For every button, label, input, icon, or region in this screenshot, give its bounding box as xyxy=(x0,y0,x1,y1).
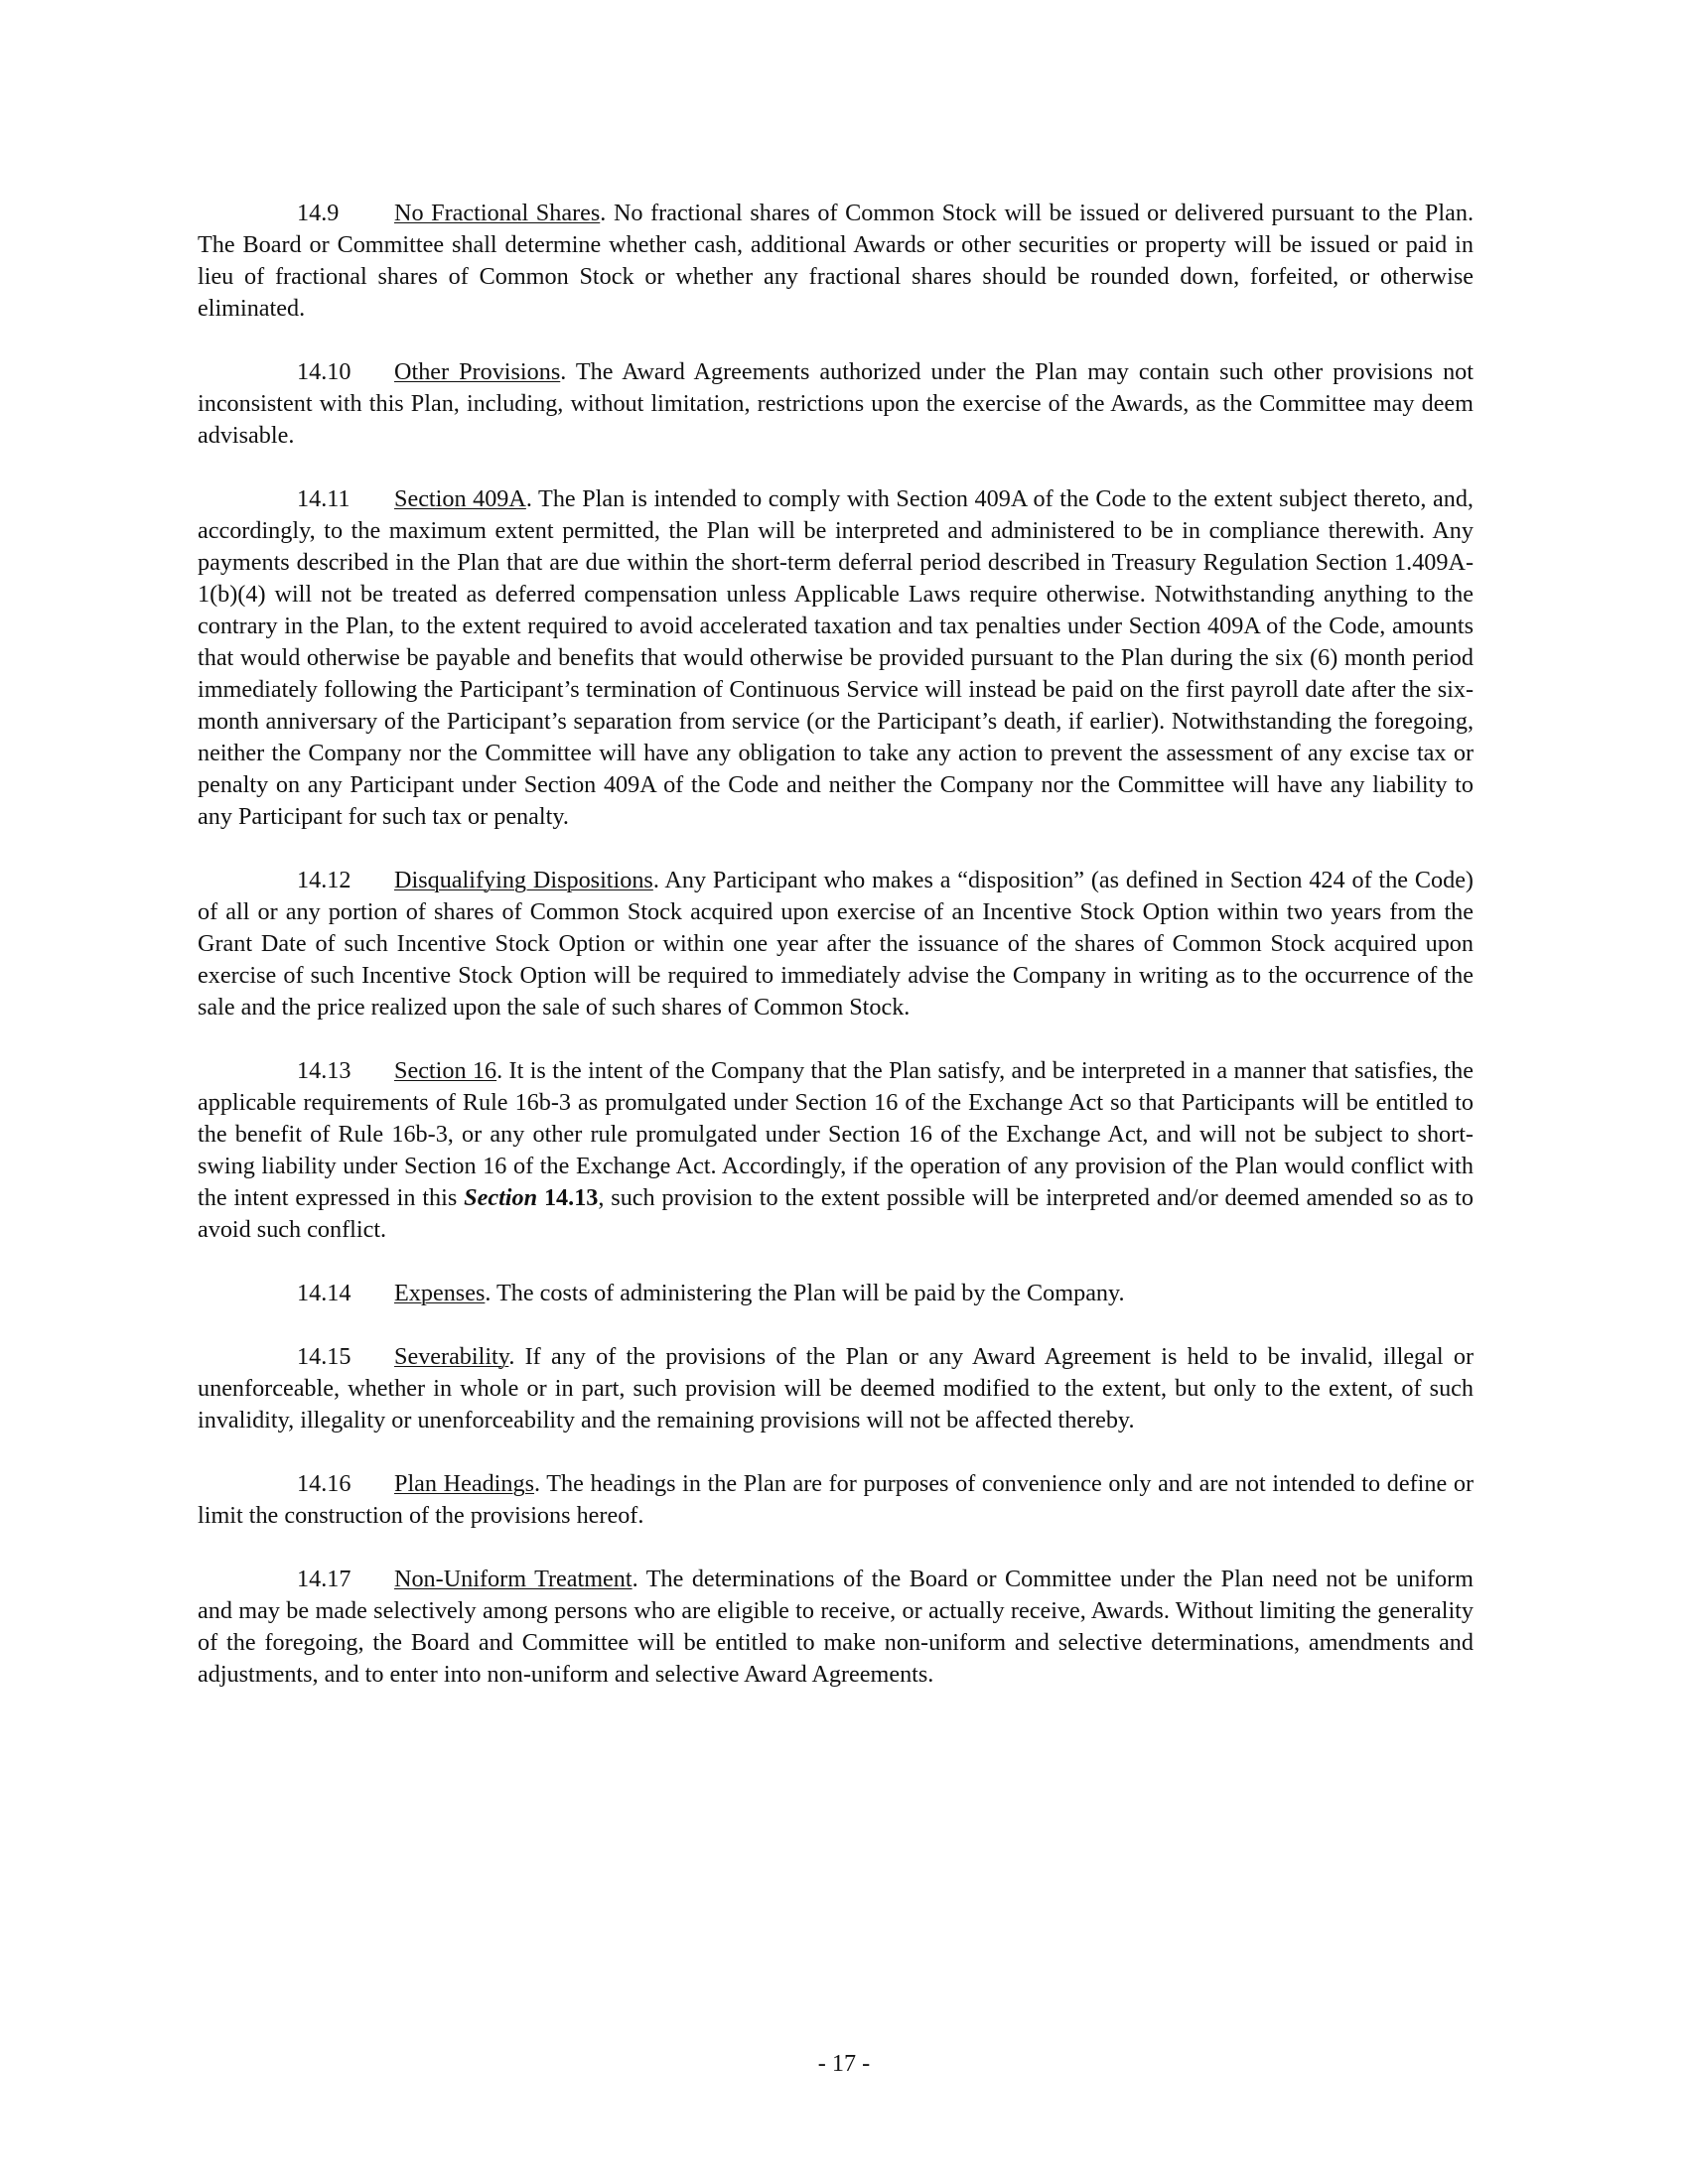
document-body xyxy=(198,198,1474,1722)
section-number: 14.10 xyxy=(297,358,352,385)
section-heading: Section 409A xyxy=(394,485,526,512)
section-14-14 xyxy=(198,1278,1474,1309)
section-heading: Non-Uniform Treatment xyxy=(394,1566,633,1592)
cross-reference-label: Section xyxy=(464,1184,538,1211)
section-number: 14.14 xyxy=(297,1280,352,1306)
section-text: . The determinations of the Board or Committee under the Plan need not be uniform and may be made selectively among persons who are eligible to receive, or actually receive, Awards. Without limiting the generality of the foregoing, the Board and Committee will be entitled to make non-uniform and selective determinations, amendments and adjustments, and to enter into non-uniform and selective Award Agreements. xyxy=(198,1566,1474,1688)
section-heading: Plan Headings xyxy=(394,1470,535,1497)
section-text-after: , such provision to the extent possible will be interpreted and/or deemed amended so as to avoid such conflict. xyxy=(198,1184,1474,1243)
cross-reference-number: 14.13 xyxy=(543,1184,599,1211)
section-text: . The headings in the Plan are for purposes of convenience only and are not intended to define or limit the construction of the provisions hereof. xyxy=(198,1470,1474,1529)
section-14-11 xyxy=(198,483,1474,833)
section-heading: Section 16 xyxy=(394,1057,497,1084)
section-number: 14.13 xyxy=(297,1057,352,1084)
section-text: . Any Participant who makes a “disposition” (as defined in Section 424 of the Code) of all or any portion of shares of Common Stock acquired upon exercise of an Incentive Stock Option within two years from the Grant Date of such Incentive Stock Option or within one year after the issuance of the shares of Common Stock acquired upon exercise of such Incentive Stock Option will be required to immediately advise the Company in writing as to the occurrence of the sale and the price realized upon the sale of such shares of Common Stock. xyxy=(198,867,1474,1021)
section-heading: No Fractional Shares xyxy=(394,200,601,226)
section-14-15 xyxy=(198,1341,1474,1436)
section-14-12 xyxy=(198,865,1474,1024)
section-14-9 xyxy=(198,198,1474,325)
page-number: - 17 - xyxy=(817,2050,871,2077)
section-heading: Severability xyxy=(394,1343,509,1370)
section-number: 14.12 xyxy=(297,867,352,893)
section-number: 14.17 xyxy=(297,1566,352,1592)
section-heading: Disqualifying Dispositions xyxy=(394,867,653,893)
section-14-13 xyxy=(198,1055,1474,1246)
section-text: . The costs of administering the Plan will be paid by the Company. xyxy=(485,1280,1125,1306)
section-14-10 xyxy=(198,356,1474,452)
section-number: 14.15 xyxy=(297,1343,352,1370)
section-14-17 xyxy=(198,1564,1474,1691)
section-text: . No fractional shares of Common Stock will be issued or delivered pursuant to the Plan. The Board or Committee shall determine whether cash, additional Awards or other securities or property will be issued or paid in lieu of fractional shares of Common Stock or whether any fractional shares should be rounded down, forfeited, or otherwise eliminated. xyxy=(198,200,1474,322)
section-text: . The Plan is intended to comply with Section 409A of the Code to the extent subject thereto, and, accordingly, to the maximum extent permitted, the Plan will be interpreted and administered to be in compliance therewith. Any payments described in the Plan that are due within the short-term deferral period described in Treasury Regulation Section 1.409A-1(b)(4) will not be treated as deferred compensation unless Applicable Laws require otherwise. Notwithstanding anything to the contrary in the Plan, to the extent required to avoid accelerated taxation and tax penalties under Section 409A of the Code, amounts that would otherwise be payable and benefits that would otherwise be provided pursuant to the Plan during the six (6) month period immediately following the Participant’s termination of Continuous Service will instead be paid on the first payroll date after the six-month anniversary of the Participant’s separation from service (or the Participant’s death, if earlier). Notwithstanding the foregoing, neither the Company nor the Committee will have any obligation to take any action to prevent the assessment of any excise tax or penalty on any Participant under Section 409A of the Code and neither the Company nor the Committee will have any liability to any Participant for such tax or penalty. xyxy=(198,485,1474,830)
section-heading: Other Provisions xyxy=(394,358,561,385)
section-text: . It is the intent of the Company that the Plan satisfy, and be interpreted in a manner that satisfies, the applicable requirements of Rule 16b-3 as promulgated under Section 16 of the Exchange Act so that Participants will be entitled to the benefit of Rule 16b-3, or any other rule promulgated under Section 16 of the Exchange Act, and will not be subject to short-swing liability under Section 16 of the Exchange Act. Accordingly, if the operation of any provision of the Plan would conflict with the intent expressed in this xyxy=(198,1057,1474,1211)
section-14-16 xyxy=(198,1468,1474,1532)
section-heading: Expenses xyxy=(394,1280,486,1306)
section-number: 14.11 xyxy=(297,485,351,512)
section-text: . The Award Agreements authorized under the Plan may contain such other provisions not inconsistent with this Plan, including, without limitation, restrictions upon the exercise of the Awards, as the Committee may deem advisable. xyxy=(198,358,1474,449)
section-text: . If any of the provisions of the Plan or any Award Agreement is held to be invalid, illegal or unenforceable, whether in whole or in part, such provision will be deemed modified to the extent, but only to the extent, of such invalidity, illegality or unenforceability and the remaining provisions will not be affected thereby. xyxy=(198,1343,1474,1433)
section-number: 14.9 xyxy=(297,200,340,226)
section-number: 14.16 xyxy=(297,1470,352,1497)
